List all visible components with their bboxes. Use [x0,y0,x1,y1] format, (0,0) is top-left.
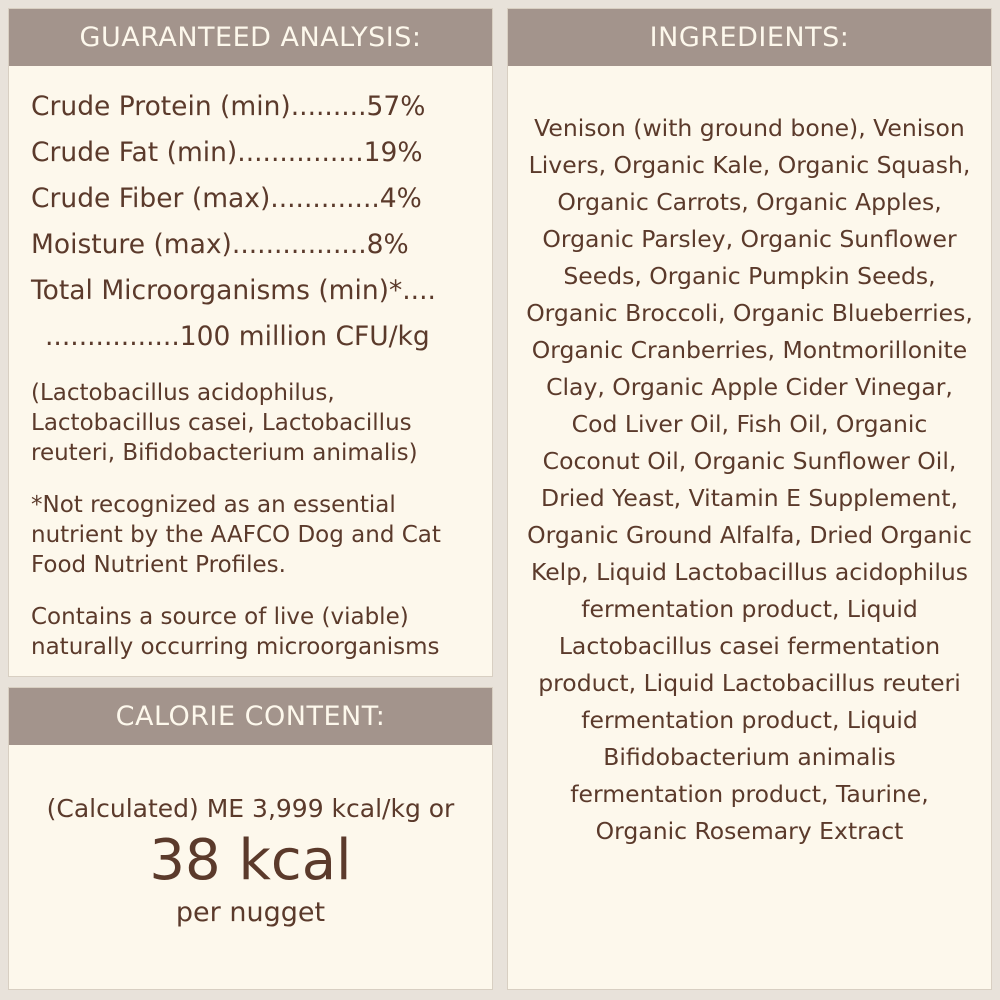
table-row [31,176,470,222]
table-row [31,130,470,176]
left-column [8,8,493,990]
nutrient-value: 8% [366,229,409,260]
live-microorganisms-note: Contains a source of live (viable) naturally occurring microorganisms [31,604,440,660]
right-column [507,8,992,990]
guaranteed-analysis-header: GUARANTEED ANALYSIS: [9,9,492,66]
ingredients-list: Venison (with ground bone), Venison Livers, Organic Kale, Organic Squash, Organic Carrots, Organic Apples, Organic Parsley, Organic Sunflower Seeds, Organic Pumpkin Seeds, Organic Broccoli, Organic Blueberries, Organic Cranberries, Montmorillonite Clay, Organic Apple Cider Vinegar, Cod Liver Oil, Fish Oil, Organic Coconut Oil, Organic Sunflower Oil, Dried Yeast, Vitamin E Supplement, Organic Ground Alfalfa, Dried Organic Kelp, Liquid Lactobacillus acidophilus fermentation product, Liquid Lactobacillus casei fermentation product, Liquid Lactobacillus reuteri fermentation product, Liquid Bifidobacterium animalis fermentation product, Taurine, Organic Rosemary Extract [526,114,973,845]
nutrient-label: Moisture (max) [31,229,232,260]
nutrient-label: Crude Protein (min) [31,91,291,122]
per-unit-label: per nugget [175,897,326,928]
nutrient-value: 4% [379,183,422,214]
calorie-content-header: CALORIE CONTENT: [9,688,492,745]
leader-dots: ................ [231,229,367,260]
table-row [31,84,470,130]
guaranteed-analysis-panel [8,8,493,677]
ingredients-header: INGREDIENTS: [508,9,991,66]
nutrient-value: 57% [366,91,426,122]
metabolizable-energy-line: (Calculated) ME 3,999 kcal/kg or [46,794,455,823]
calories-per-nugget-value: 38 kcal [149,828,352,893]
guaranteed-analysis-body [9,66,492,676]
leader-dots: ............... [237,137,364,168]
leader-dots: ......... [290,91,367,122]
nutrient-label: Crude Fat (min) [31,137,238,168]
table-row [31,268,470,314]
calorie-content-body [9,745,492,989]
leader-dots: ............. [270,183,380,214]
aafco-footnote: *Not recognized as an essential nutrient by the AAFCO Dog and Cat Food Nutrient Profiles. [31,492,441,578]
ingredients-panel [507,8,992,990]
calorie-content-panel [8,687,493,990]
nutrient-value: 19% [363,137,423,168]
microorganism-continuation: ................100 million CFU/kg [45,321,430,352]
organisms-note: (Lactobacillus acidophilus, Lactobacillus casei, Lactobacillus reuteri, Bifidobacterium animalis) [31,380,418,466]
table-row [31,222,470,268]
leader-dots: .... [402,275,436,306]
nutrient-label: Crude Fiber (max) [31,183,271,214]
nutrient-label: Total Microorganisms (min)* [31,275,403,306]
